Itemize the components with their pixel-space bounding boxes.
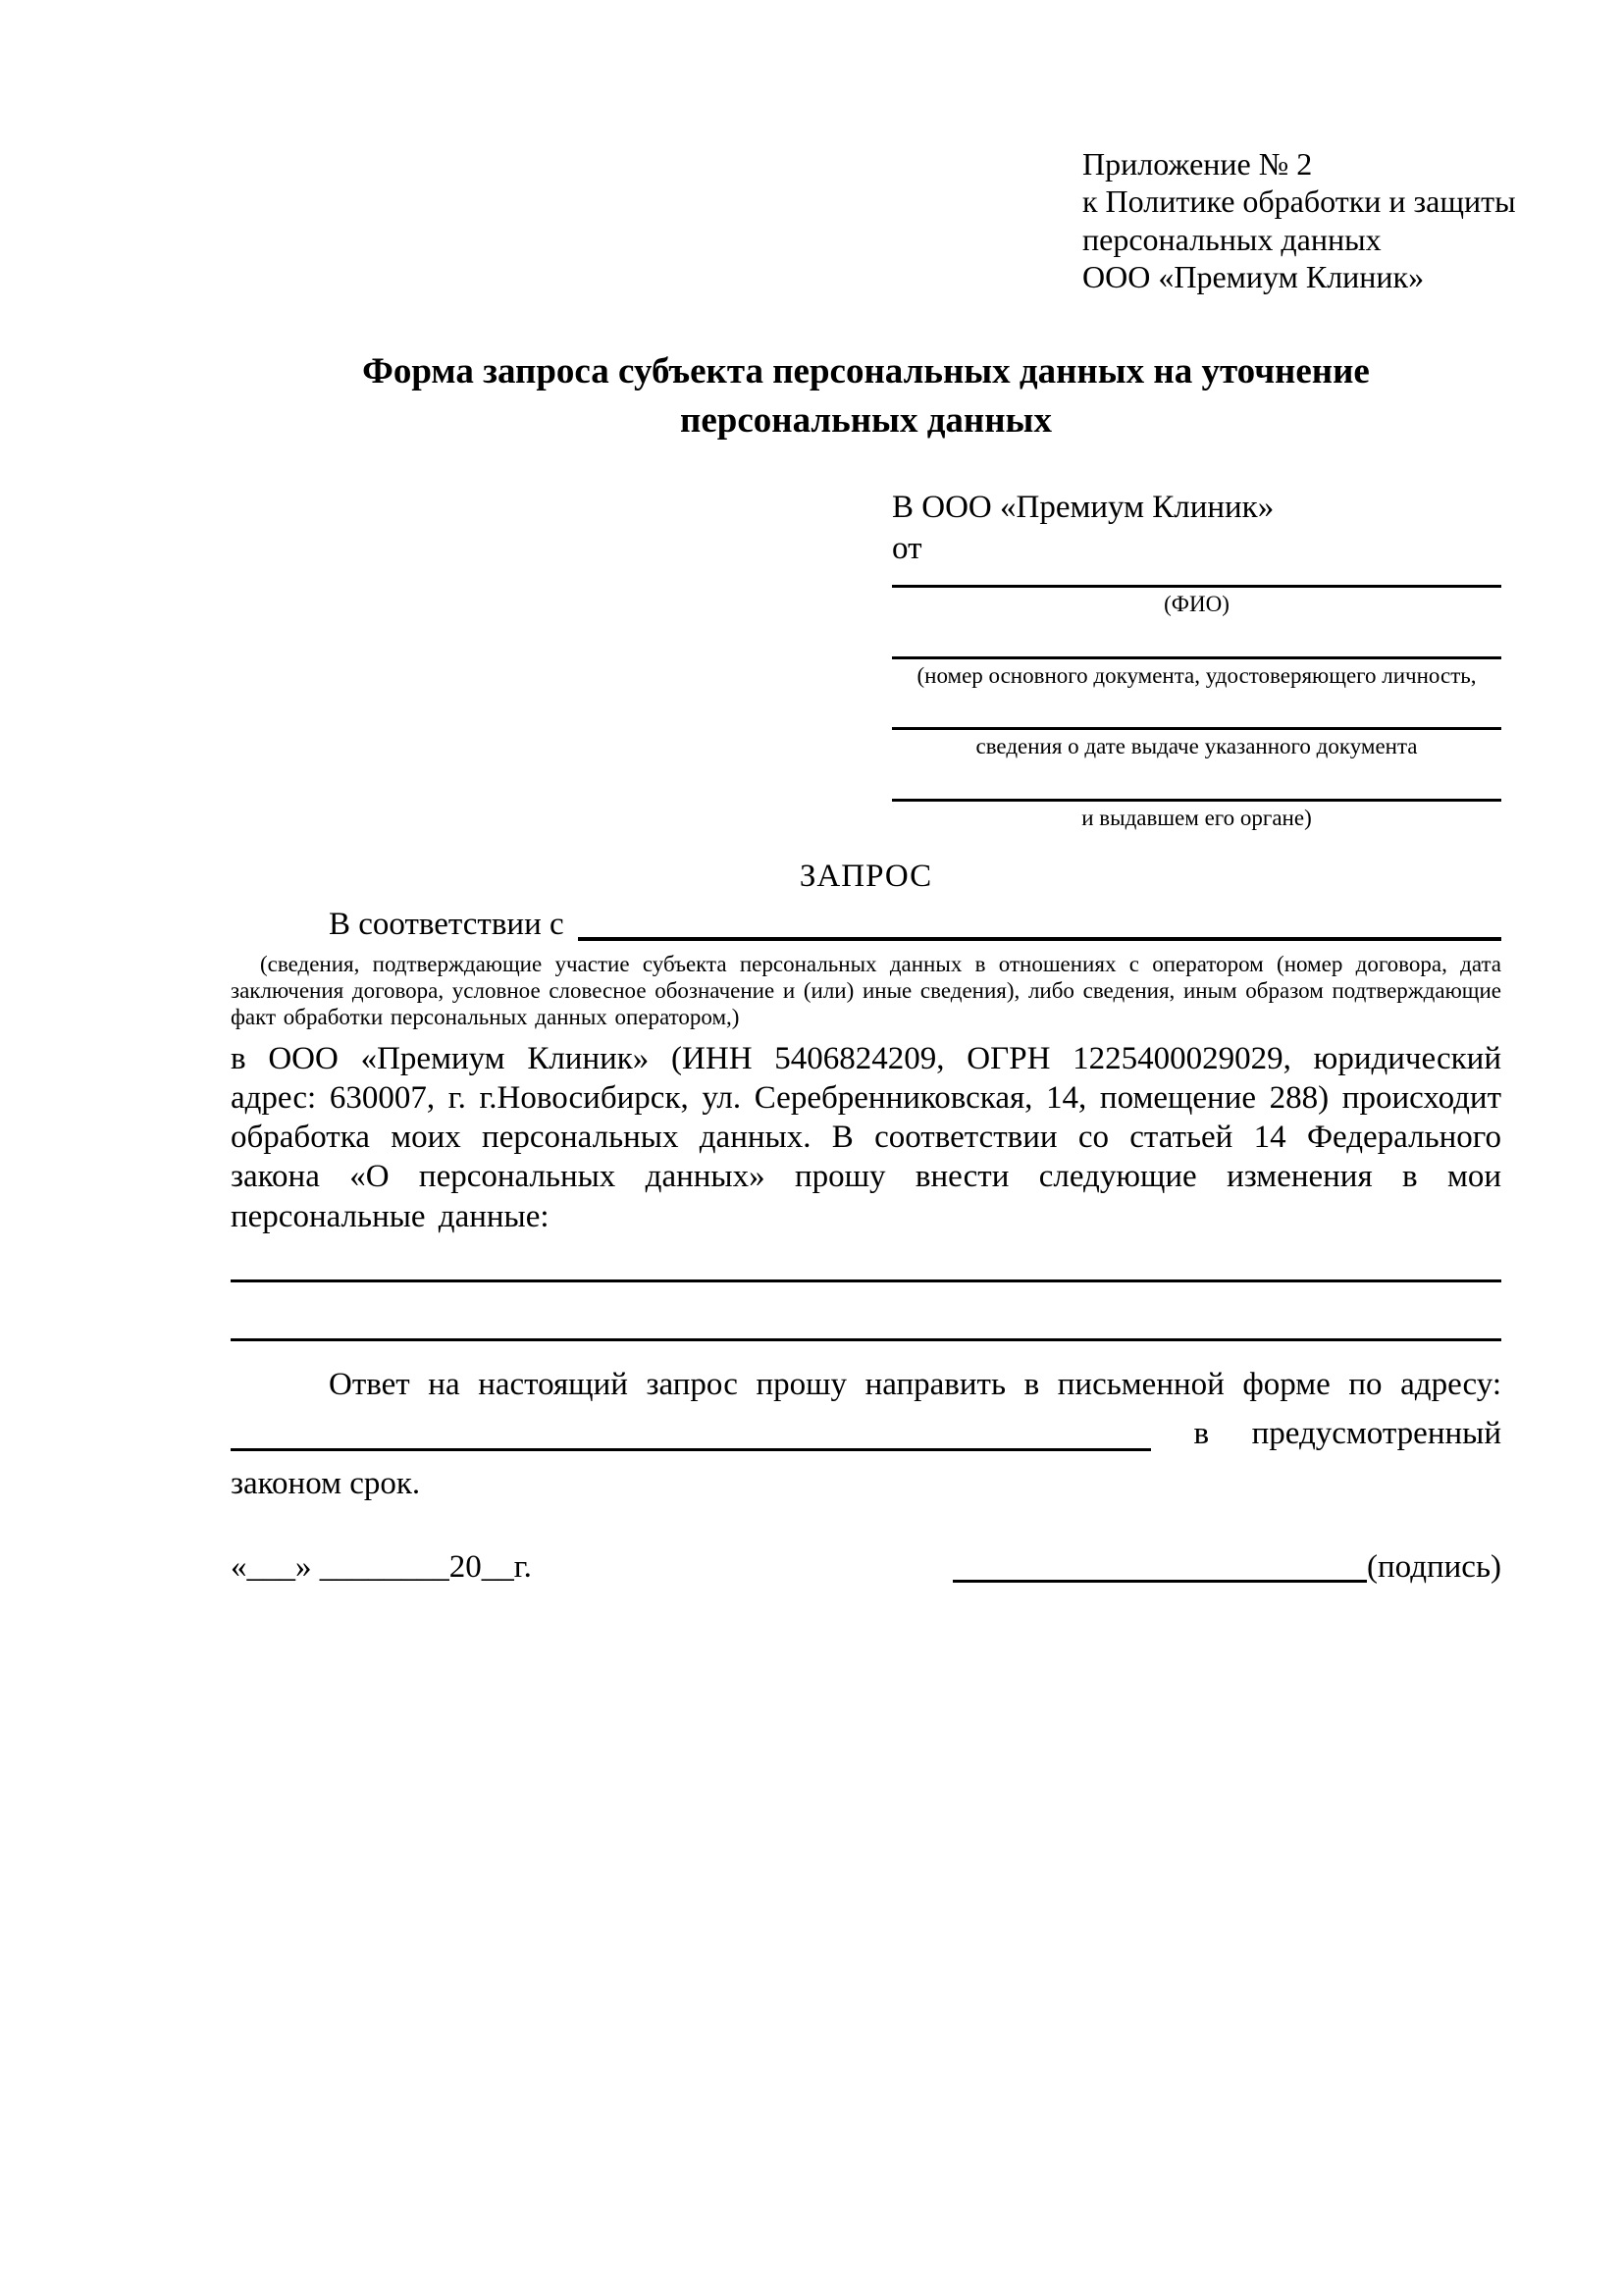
changes-input-line-2[interactable] bbox=[231, 1338, 1501, 1341]
document-number-caption: (номер основного документа, удостоверяющего личность, bbox=[916, 662, 1477, 688]
basis-prefix: В соответствии с bbox=[329, 906, 564, 942]
appendix-line: персональных данных bbox=[1082, 221, 1382, 257]
basis-caption: (сведения, подтверждающие участие субъекта персональных данных в отношениях с оператором (номер договора, дата заключения договора, условное словесное обозначение и (или) иные сведения), либо сведения, иным образом подтверждающие факт обработки персональных данных оператором,) bbox=[231, 952, 1501, 1030]
addressee-from: от bbox=[892, 530, 922, 566]
document-number-input-line[interactable] bbox=[892, 619, 1501, 659]
answer-line-3: законом срок. bbox=[231, 1465, 421, 1501]
field-issue-date bbox=[892, 690, 1501, 761]
basis-line bbox=[231, 905, 1501, 945]
issue-date-input-line[interactable] bbox=[892, 690, 1501, 730]
addressee-block bbox=[892, 488, 1501, 833]
answer-line-2 bbox=[231, 1412, 1501, 1456]
appendix-line: к Политике обработки и защиты bbox=[1082, 183, 1516, 220]
answer-line-1: Ответ на настоящий запрос прошу направить в письменной форме по адресу: bbox=[329, 1366, 1501, 1402]
field-document-number bbox=[892, 619, 1501, 691]
addressee-to: В ООО «Премиум Клиник» bbox=[892, 490, 1275, 526]
footer-row bbox=[231, 1546, 1501, 1589]
basis-input-line[interactable] bbox=[578, 937, 1501, 941]
appendix-line: ООО «Премиум Клиник» bbox=[1082, 259, 1425, 295]
request-heading: ЗАПРОС bbox=[799, 858, 933, 894]
signature-caption: (подпись) bbox=[1367, 1549, 1501, 1586]
request-body: в ООО «Премиум Клиник» (ИНН 5406824209, ОГРН 1225400029029, юридический адрес: 630007, г. г.Новосибирск, ул. Серебренниковская, 14, помещение 288) происходит обработка моих персональных данных. В соответствии со статьей 14 Федерального закона «О персональных данных» прошу внести следующие изменения в мои персональные данные: bbox=[231, 1040, 1501, 1234]
appendix-line: Приложение № 2 bbox=[1082, 146, 1313, 182]
appendix-header bbox=[1082, 145, 1516, 296]
address-input-line[interactable] bbox=[231, 1448, 1151, 1451]
answer-word-predusmotrennyj: предусмотренный bbox=[1251, 1416, 1501, 1452]
document-title-line: персональных данных bbox=[680, 399, 1052, 441]
signature-input-line[interactable] bbox=[953, 1580, 1367, 1583]
changes-input-line-1[interactable] bbox=[231, 1279, 1501, 1282]
issuing-authority-caption: и выдавшем его органе) bbox=[1081, 806, 1312, 831]
document-title-line: Форма запроса субъекта персональных данных на уточнение bbox=[362, 350, 1370, 391]
fio-input-line[interactable] bbox=[892, 569, 1501, 588]
document-title bbox=[231, 347, 1501, 445]
answer-word-v: в bbox=[1193, 1416, 1210, 1452]
field-issuing-authority bbox=[892, 761, 1501, 833]
field-fio bbox=[892, 569, 1501, 619]
signature-block bbox=[953, 1546, 1501, 1589]
issuing-authority-input-line[interactable] bbox=[892, 761, 1501, 802]
fio-caption: (ФИО) bbox=[1164, 591, 1230, 616]
date-fill-line[interactable]: «___» ________20__г. bbox=[231, 1549, 532, 1586]
issue-date-caption: сведения о дате выдаче указанного документа bbox=[975, 734, 1418, 759]
